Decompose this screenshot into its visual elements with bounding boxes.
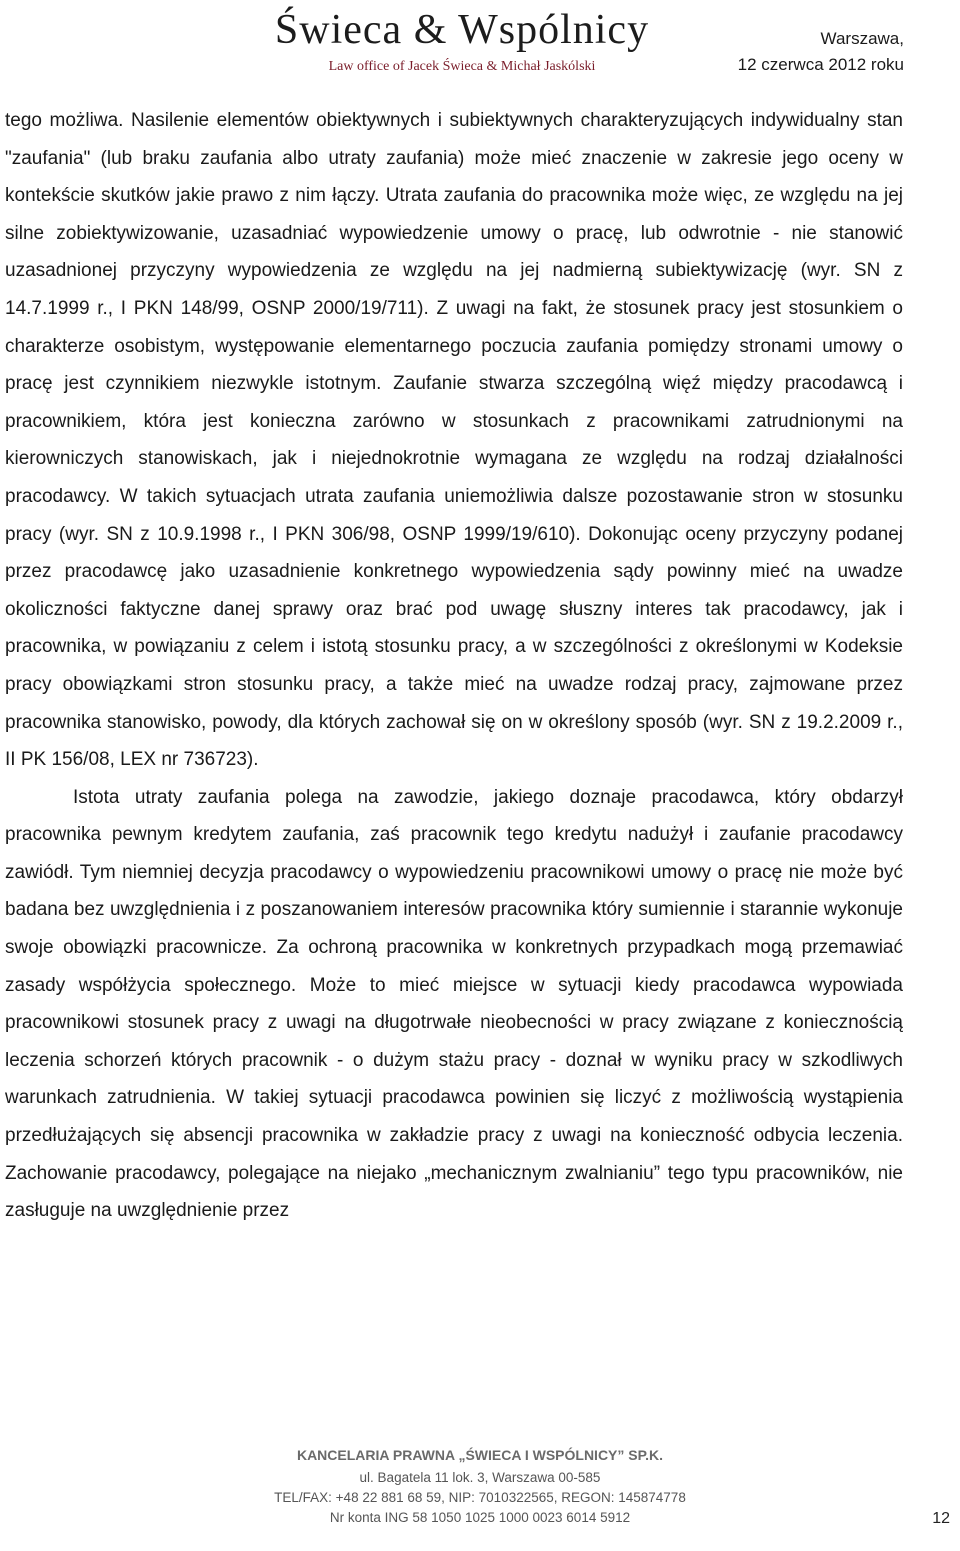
place: Warszawa,: [820, 29, 904, 48]
logo-subtitle: Law office of Jacek Świeca & Michał Jaskólski: [328, 59, 596, 74]
page-number: 12: [932, 1510, 950, 1527]
page-header: [0, 0, 960, 90]
footer-bank-account: Nr konta ING 58 1050 1025 1000 0023 6014 5912: [329, 1510, 631, 1525]
paragraph-1: tego możliwa. Nasilenie elementów obiektywnych i subiektywnych charakteryzujących indywidualny stan "zaufania" (lub braku zaufania albo utraty zaufania) może mieć znaczenie w zakresie jego oceny w kontekście skutków jakie prawo z nim łączy. Utrata zaufania do pracownika może więc, ze względu na jej silne zobiektywizowanie, uzasadniać wypowiedzenie umowy o pracę, lub odwrotnie - nie stanowić uzasadnionej przyczyny wypowiedzenia ze względu na jej nadmierną subiektywizację (wyr. SN z 14.7.1999 r., I PKN 148/99, OSNP 2000/19/711). Z uwagi na fakt, że stosunek pracy jest stosunkiem o charakterze osobistym, występowanie elementarnego poczucia zaufania pomiędzy stronami umowy o pracę jest czynnikiem niezwykle istotnym. Zaufanie stwarza szczególną więź między pracodawcą i pracownikiem, która jest konieczna zarówno w stosunkach z pracownikami zatrudnionymi na kierowniczych stanowiskach, jak i niejednokrotnie wymagana ze względu na rodzaj działalności pracodawcy. W takich sytuacjach utrata zaufania uniemożliwia dalsze pozostawanie stron w stosunku pracy (wyr. SN z 10.9.1998 r., I PKN 306/98, OSNP 1999/19/610). Dokonując oceny przyczyny podanej przez pracodawcę jako uzasadnienie konkretnego wypowiedzenia sądy powinny mieć na uwadze okoliczności faktyczne danej sprawy oraz brać pod uwagę słuszny interes tak pracodawcy, jak i pracownika, w powiązaniu z celem i istotą stosunku pracy, a w szczególności z określonymi w Kodeksie pracy obowiązkami stron stosunku pracy, a także mieć na uwadze rodzaj pracy, zajmowane przez pracownika stanowisko, powody, dla których zachował się on w określony sposób (wyr. SN z 19.2.2009 r., II PK 156/08, LEX nr 736723).: [5, 110, 903, 771]
document-body: [5, 102, 903, 1230]
footer-address: ul. Bagatela 11 lok. 3, Warszawa 00-585: [359, 1470, 601, 1485]
paragraph-2: Istota utraty zaufania polega na zawodzie, jakiego doznaje pracodawca, który obdarzył pracownika pewnym kredytem zaufania, zaś pracownik tego kredytu nadużył i zaufanie pracodawcy zawiódł. Tym niemniej decyzja pracodawcy o wypowiedzeniu pracownikowi umowy o pracę nie może być badana bez uwzględnienia i z poszanowaniem interesów pracownika który sumiennie i starannie wykonuje swoje obowiązki pracownicze. Za ochroną pracownika w konkretnych przypadkach mogą przemawiać zasady współżycia społecznego. Może to mieć miejsce w sytuacji kiedy pracodawca wypowiada pracownikowi stosunek pracy z uwagi na długotrwałe nieobecności w pracy związane z koniecznością leczenia schorzeń których pracownik - o dużym stażu pracy - doznał w wyniku pracy w szkodliwych warunkach zatrudnienia. W takiej sytuacji pracodawca powinien się liczyć z możliwością wystąpienia przedłużających się absencji pracownika w zakładzie pracy z uwagi na konieczność odbycia leczenia. Zachowanie pracodawcy, polegające na niejako „mechanicznym zwalnianiu” tego typu pracowników, nie zasługuje na uwzględnienie przez: [5, 786, 903, 1222]
page-footer: [0, 1442, 960, 1528]
logo-name: Świeca & Wspólnicy: [274, 7, 650, 53]
law-firm-logo: [222, 2, 702, 75]
footer-firm-name: KANCELARIA PRAWNA „ŚWIECA I WSPÓLNICY” SP.K.: [296, 1447, 664, 1463]
place-and-date: [738, 26, 904, 78]
date: 12 czerwca 2012 roku: [737, 55, 904, 74]
footer-contact: TEL/FAX: +48 22 881 68 59, NIP: 7010322565, REGON: 145874778: [274, 1490, 686, 1505]
